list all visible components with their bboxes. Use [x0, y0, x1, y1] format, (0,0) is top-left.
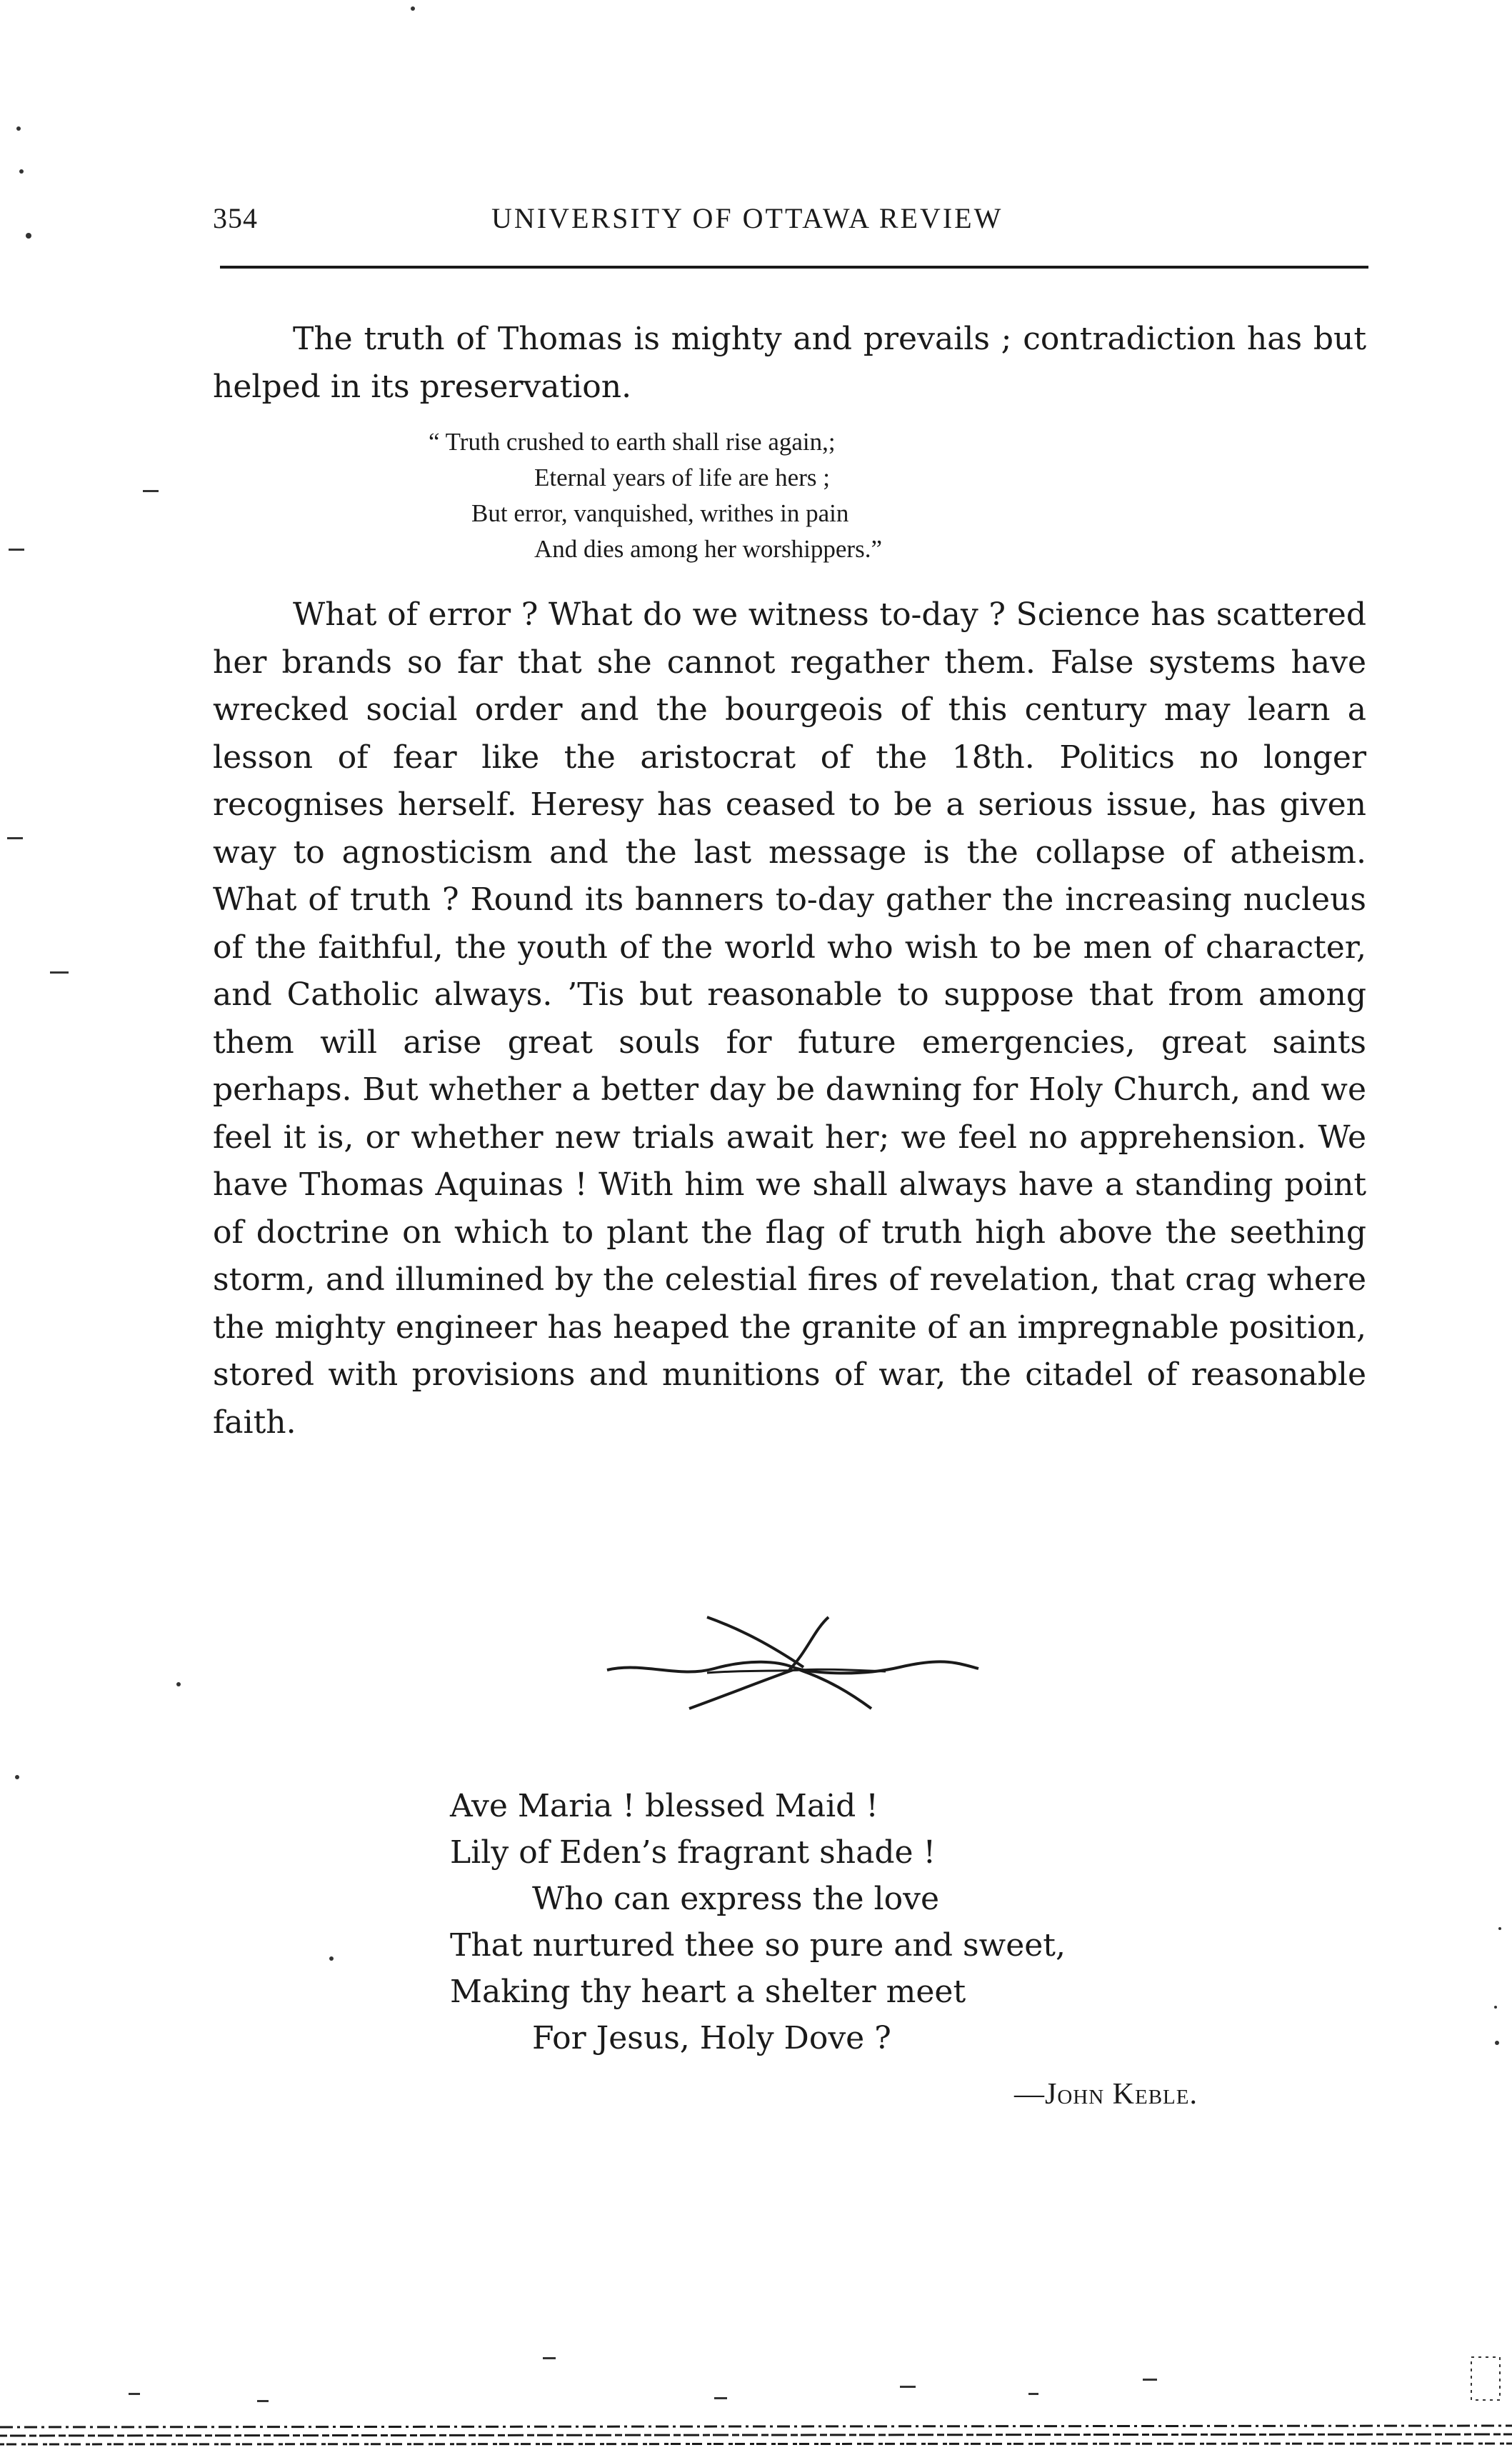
verse-quotation — [429, 424, 1143, 567]
paragraph-truth-of-thomas — [213, 316, 1366, 411]
poem-line-2: Lily of Eden’s fragrant shade ! — [450, 1834, 936, 1871]
quote-line-3: But error, vanquished, writhes in pain — [471, 499, 849, 527]
quote-line-4: And dies among her worshippers.” — [534, 535, 882, 563]
header-rule — [220, 266, 1368, 269]
page-number: 354 — [213, 202, 258, 234]
poem-line-6: For Jesus, Holy Dove ? — [532, 2020, 891, 2056]
page-header — [213, 201, 1368, 244]
running-title: UNIVERSITY OF OTTAWA REVIEW — [491, 202, 1003, 234]
poem-line-1: Ave Maria ! blessed Maid ! — [450, 1788, 878, 1824]
scan-edge-artifact — [0, 2420, 1512, 2450]
quote-line-1: “ Truth crushed to earth shall rise again,; — [429, 428, 836, 456]
poem-ave-maria — [450, 1783, 1164, 2061]
poem-attribution: —John Keble. — [1014, 2078, 1198, 2111]
poem-line-4: That nurtured thee so pure and sweet, — [450, 1927, 1066, 1964]
poem-line-3: Who can express the love — [532, 1881, 939, 1917]
ornament-divider-icon — [600, 1601, 986, 1723]
quote-line-2: Eternal years of life are hers ; — [534, 464, 830, 491]
poem-line-5: Making thy heart a shelter meet — [450, 1974, 966, 2010]
paragraph-text: The truth of Thomas is mighty and prevails ; contradiction has but helped in its preservation. — [213, 321, 1366, 405]
paragraph-what-of-error — [213, 591, 1366, 1446]
paragraph-text: What of error ? What do we witness to-day ? Science has scattered her brands so far that she cannot regather them. False systems have wrecked social order and the bourgeois of this century may learn a lesson of fear like the aristocrat of the 18th. Politics no longer recognises herself. Heresy has ceased to be a serious issue, has given way to agnosticism and the last message is the collapse of atheism. What of truth ? Round its banners to-day gather the increasing nucleus of the faithful, the youth of the world who wish to be men of character, and Catholic always. ’Tis but reasonable to suppose that from among them will arise great souls for future emergencies, great saints perhaps. But whether a better day be dawning for Holy Church, and we feel it is, or whether new trials await her; we feel no apprehension. We have Thomas Aquinas ! With him we shall always have a standing point of doctrine on which to plant the flag of truth high above the seething storm, and illumined by the celestial fires of revelation, that crag where the mighty engineer has heaped the granite of an impregnable position, stored with provisions and munitions of war, the citadel of reasonable faith. — [213, 596, 1366, 1441]
